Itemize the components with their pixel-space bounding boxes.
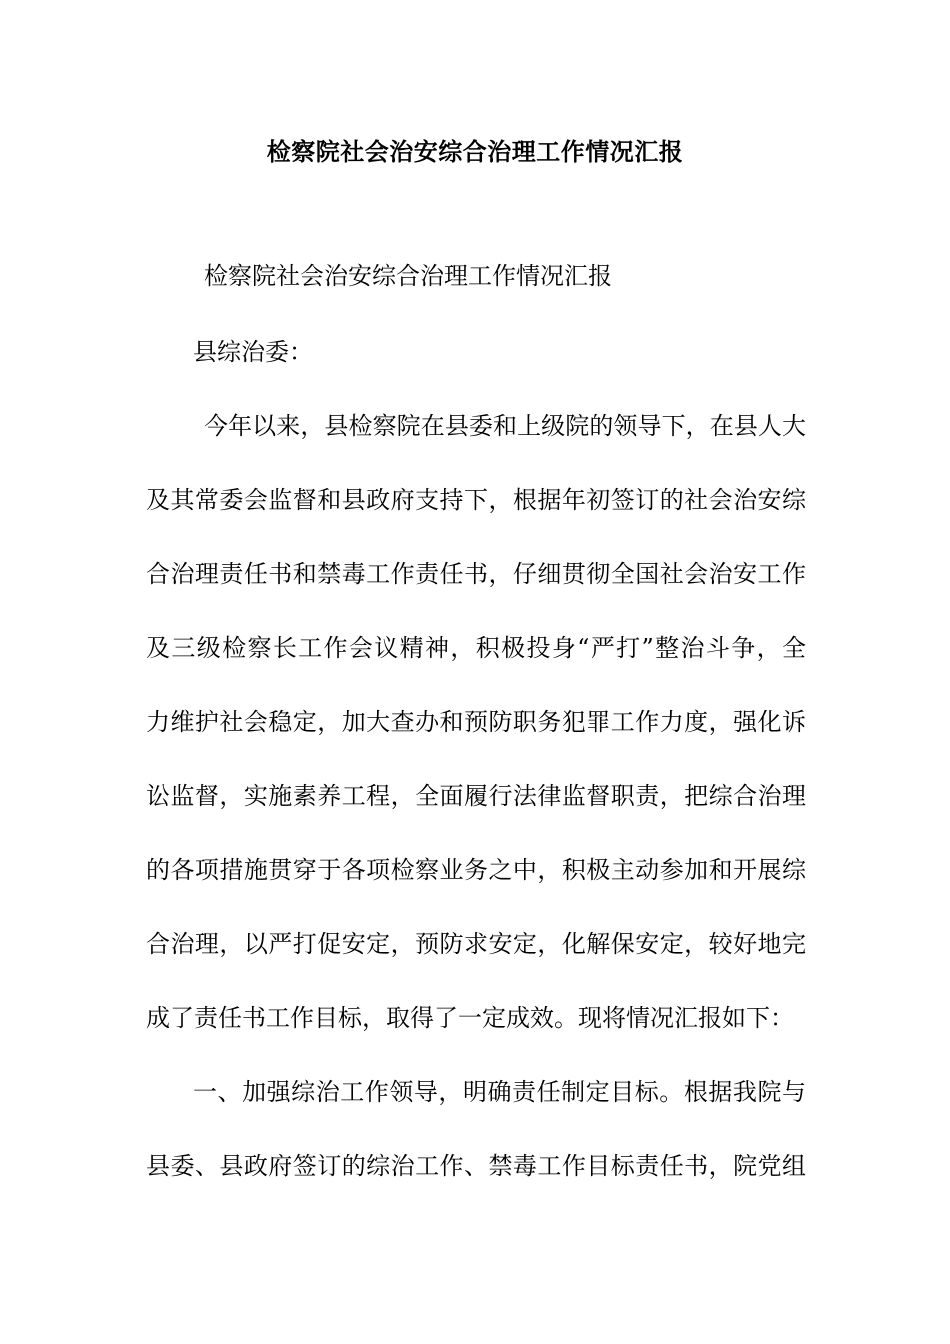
body-line: 讼监督，实施素养工程，全面履行法律监督职责，把综合治理	[146, 782, 806, 810]
body-line: 合治理责任书和禁毒工作责任书，仔细贯彻全国社会治安工作	[146, 560, 806, 588]
salutation: 县综治委：	[193, 338, 313, 366]
body-line: 及三级检察长工作会议精神，积极投身“严打”整治斗争，全	[146, 634, 806, 662]
body-line: 合治理，以严打促安定，预防求安定，化解保安定，较好地完	[146, 930, 806, 958]
body-line: 及其常委会监督和县政府支持下，根据年初签订的社会治安综	[146, 486, 806, 514]
document-subtitle: 检察院社会治安综合治理工作情况汇报	[204, 262, 612, 290]
body-line: 县委、县政府签订的综治工作、禁毒工作目标责任书，院党组	[146, 1152, 806, 1180]
body-line: 的各项措施贯穿于各项检察业务之中，积极主动参加和开展综	[146, 856, 806, 884]
body-line: 今年以来，县检察院在县委和上级院的领导下，在县人大	[204, 412, 806, 440]
body-line: 一、加强综治工作领导，明确责任制定目标。根据我院与	[193, 1078, 806, 1106]
body-line: 成了责任书工作目标，取得了一定成效。现将情况汇报如下：	[146, 1004, 794, 1032]
body-line: 力维护社会稳定，加大查办和预防职务犯罪工作力度，强化诉	[146, 708, 806, 736]
document-title: 检察院社会治安综合治理工作情况汇报	[266, 137, 684, 166]
